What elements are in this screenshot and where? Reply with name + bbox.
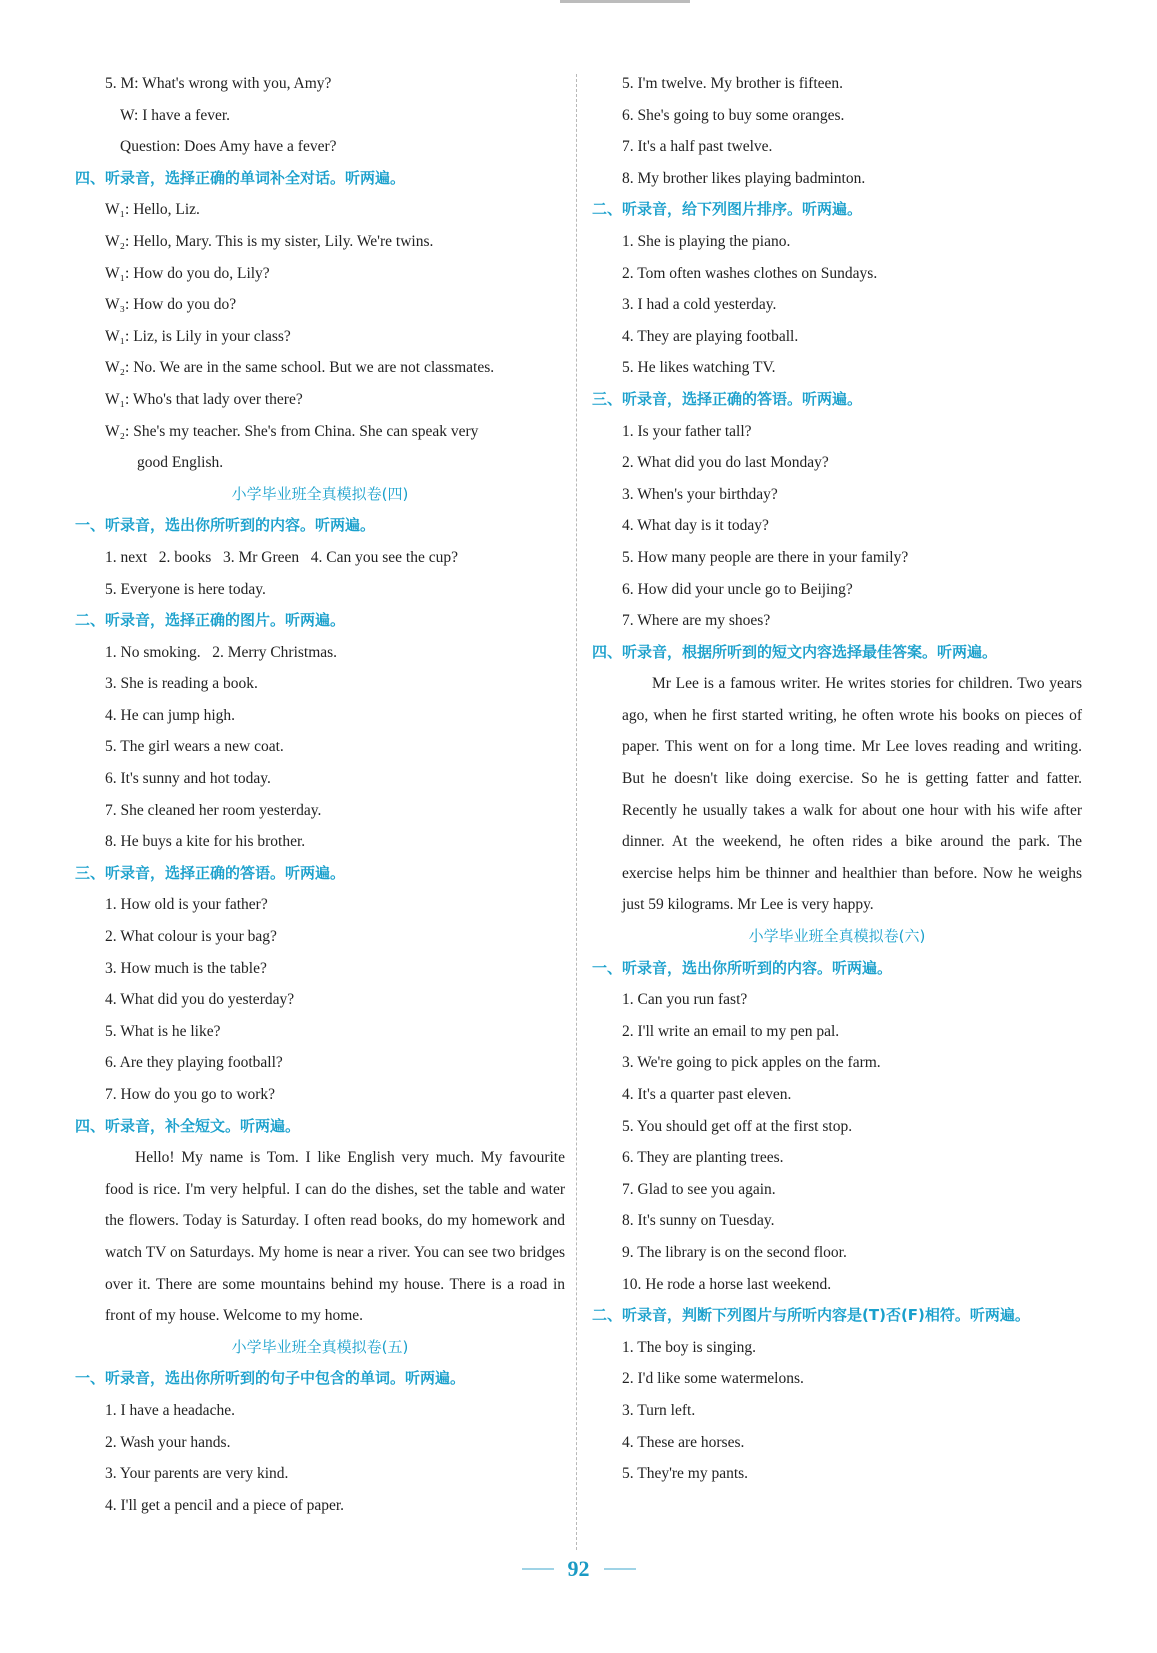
test-title: 小学毕业班全真模拟卷(五) — [231, 1337, 409, 1356]
list-item: 3. I had a cold yesterday. — [622, 296, 777, 314]
list-item: 3. When's your birthday? — [622, 485, 778, 503]
list-item: 1. No smoking. 2. Merry Christmas. — [105, 643, 338, 661]
list-item: 3. Turn left. — [622, 1401, 696, 1419]
list-item: 6. She's going to buy some oranges. — [622, 106, 845, 124]
section-heading: 二、听录音，给下列图片排序。听两遍。 — [592, 200, 863, 219]
test-title: 小学毕业班全真模拟卷(四) — [231, 484, 409, 503]
section-heading: 三、听录音，选择正确的答语。听两遍。 — [75, 863, 346, 882]
section-heading: 四、听录音，根据所听到的短文内容选择最佳答案。听两遍。 — [592, 642, 998, 661]
list-item: 2. What colour is your bag? — [105, 928, 277, 946]
list-item: 1. How old is your father? — [105, 896, 268, 914]
list-item: 4. What day is it today? — [622, 517, 769, 535]
passage-paragraph — [592, 668, 1082, 921]
list-item: 1. Is your father tall? — [622, 422, 752, 440]
section-heading: 一、听录音，选出你所听到的内容。听两遍。 — [592, 958, 893, 977]
list-item: 2. What did you do last Monday? — [622, 454, 829, 472]
section-heading: 四、听录音，选择正确的单词补全对话。听两遍。 — [75, 168, 406, 187]
list-item: 4. They are playing football. — [622, 327, 799, 345]
dialogue-line: W₁: Liz, is Lily in your class? — [105, 327, 291, 345]
passage-text: Hello! My name is Tom. I like English very much. My favourite food is rice. I'm very helpful. I can do the dishes, set the table and water the flowers. Today is Saturday. I often read books, do my homework and watch TV on Saturdays. My home is near a river. You can see two bridges over it. There are some mountains behind my house. There is a road in front of my house. Welcome to my home. — [105, 1149, 565, 1325]
list-item: 4. It's a quarter past eleven. — [622, 1086, 792, 1103]
section-heading: 二、听录音，判断下列图片与所听内容是(T)否(F)相符。听两遍。 — [592, 1306, 1030, 1325]
list-item: 2. I'll write an email to my pen pal. — [622, 1022, 840, 1040]
list-item: 4. What did you do yesterday? — [105, 991, 295, 1009]
list-item: 4. I'll get a pencil and a piece of paper. — [105, 1496, 345, 1514]
list-item: 5. How many people are there in your family? — [622, 548, 909, 566]
script-line: W: I have a fever. — [120, 106, 231, 124]
list-item: 2. Wash your hands. — [105, 1433, 231, 1451]
script-line: Question: Does Amy have a fever? — [120, 138, 337, 156]
list-item: 3. Your parents are very kind. — [105, 1465, 289, 1483]
page-number-dash-left — [522, 1568, 554, 1570]
section-heading: 四、听录音，补全短文。听两遍。 — [75, 1116, 301, 1135]
list-item: 4. He can jump high. — [105, 706, 236, 724]
passage-text: Mr Lee is a famous writer. He writes stories for children. Two years ago, when he first started writing, he often wrote his books on pieces of paper. This went on for a long time. Mr Lee loves reading and writing. But he doesn't like doing exercise. So he is getting fatter and fatter. Recently he usually takes a walk for about one hour with his wife after dinner. At the weekend, he often rides a bike around the park. The exercise helps him be thinner and healthier than before. Now he weighs just 59 kilograms. Mr Lee is very happy. — [622, 675, 1082, 914]
list-item: 5. The girl wears a new coat. — [105, 738, 284, 756]
list-item: 8. My brother likes playing badminton. — [622, 169, 866, 187]
list-item: 6. It's sunny and hot today. — [105, 770, 271, 788]
page-number-dash-right — [604, 1568, 636, 1570]
list-item: 3. How much is the table? — [105, 959, 267, 977]
list-item: 3. We're going to pick apples on the farm. — [622, 1054, 881, 1072]
list-item: 5. Everyone is here today. — [105, 580, 266, 598]
section-heading: 三、听录音，选择正确的答语。听两遍。 — [592, 389, 863, 408]
list-item: 6. They are planting trees. — [622, 1149, 784, 1167]
list-item: 1. She is playing the piano. — [622, 232, 791, 250]
list-item: 1. The boy is singing. — [622, 1338, 757, 1356]
dialogue-line: W₂: No. We are in the same school. But we are not classmates. — [105, 359, 495, 377]
list-item: 3. She is reading a book. — [105, 675, 258, 693]
list-item: 6. How did your uncle go to Beijing? — [622, 580, 853, 598]
list-item: 8. It's sunny on Tuesday. — [622, 1212, 775, 1230]
list-item: 7. It's a half past twelve. — [622, 138, 773, 156]
dialogue-line: W₁: Hello, Liz. — [105, 201, 200, 219]
top-decoration-bar — [560, 0, 690, 3]
list-item: 5. You should get off at the first stop. — [622, 1117, 853, 1135]
list-item: 7. Where are my shoes? — [622, 612, 771, 630]
list-item: 2. Tom often washes clothes on Sundays. — [622, 264, 878, 282]
list-item: 7. How do you go to work? — [105, 1086, 276, 1103]
list-item: 5. I'm twelve. My brother is fifteen. — [622, 75, 844, 92]
list-item: 1. I have a headache. — [105, 1401, 235, 1419]
test-title: 小学毕业班全真模拟卷(六) — [748, 927, 926, 946]
dialogue-line: good English. — [137, 454, 224, 472]
section-heading: 一、听录音，选出你所听到的句子中包含的单词。听两遍。 — [75, 1369, 466, 1388]
section-heading: 一、听录音，选出你所听到的内容。听两遍。 — [75, 516, 376, 535]
list-item: 9. The library is on the second floor. — [622, 1243, 847, 1261]
page-number-text: 92 — [567, 1556, 590, 1581]
list-item: 8. He buys a kite for his brother. — [105, 833, 306, 851]
list-item: 2. I'd like some watermelons. — [622, 1370, 804, 1388]
page-number — [0, 1556, 1157, 1582]
dialogue-line: W₃: How do you do? — [105, 296, 237, 314]
right-column — [592, 68, 1082, 1490]
left-column — [75, 68, 565, 1521]
list-item: 1. next 2. books 3. Mr Green 4. Can you see the cup? — [105, 548, 458, 566]
dialogue-line: W₂: Hello, Mary. This is my sister, Lily. We're twins. — [105, 232, 434, 250]
passage-paragraph — [75, 1142, 565, 1332]
dialogue-line: W₁: Who's that lady over there? — [105, 390, 303, 408]
list-item: 1. Can you run fast? — [622, 991, 748, 1009]
list-item: 7. Glad to see you again. — [622, 1180, 776, 1198]
script-line: 5. M: What's wrong with you, Amy? — [105, 75, 332, 92]
list-item: 4. These are horses. — [622, 1433, 745, 1451]
dialogue-line: W₂: She's my teacher. She's from China. She can speak very — [105, 422, 479, 440]
list-item: 10. He rode a horse last weekend. — [622, 1275, 832, 1293]
list-item: 5. They're my pants. — [622, 1465, 749, 1483]
list-item: 5. What is he like? — [105, 1022, 221, 1040]
section-heading: 二、听录音，选择正确的图片。听两遍。 — [75, 611, 346, 630]
list-item: 7. She cleaned her room yesterday. — [105, 801, 322, 819]
dialogue-line: W₁: How do you do, Lily? — [105, 264, 270, 282]
list-item: 6. Are they playing football? — [105, 1054, 283, 1072]
list-item: 5. He likes watching TV. — [622, 359, 776, 377]
column-divider — [576, 74, 577, 1550]
